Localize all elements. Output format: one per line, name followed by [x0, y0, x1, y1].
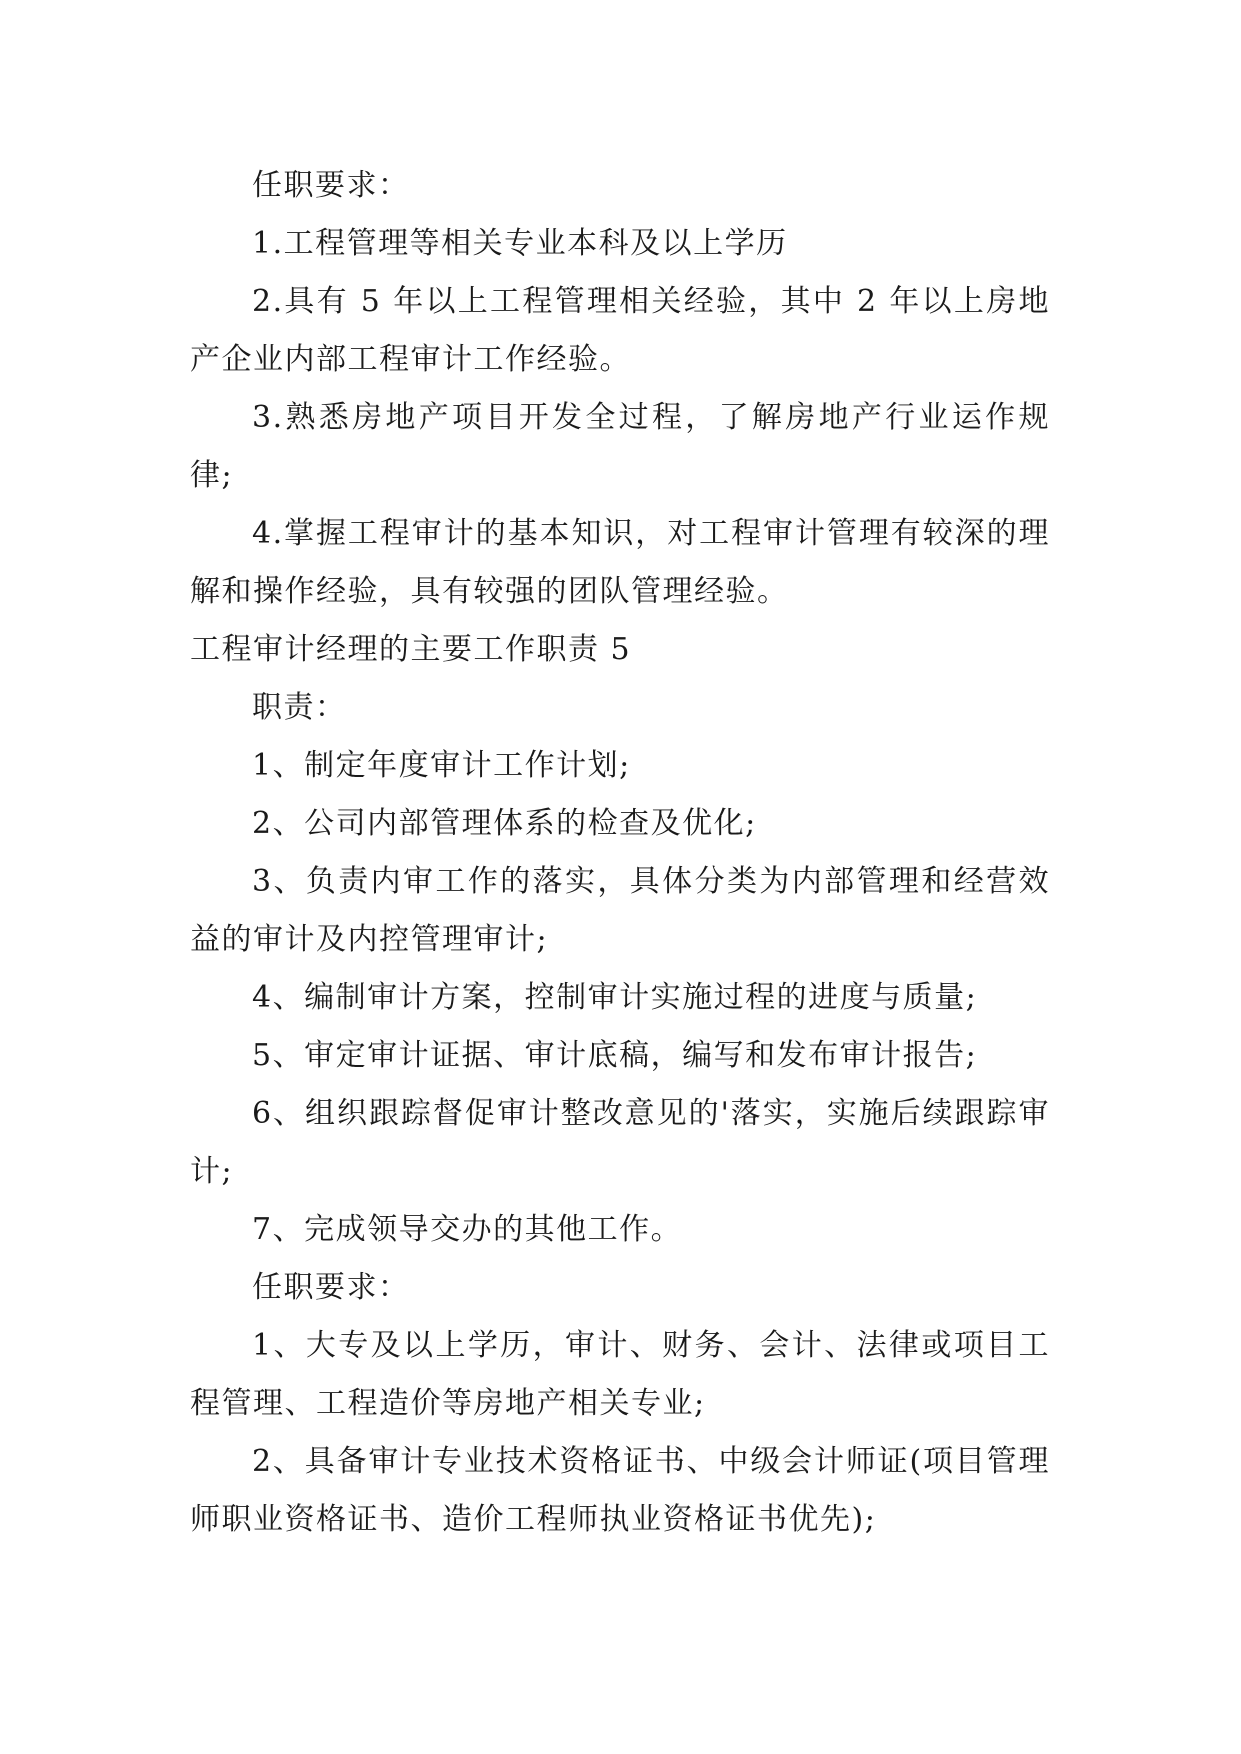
paragraph-duty-6: 6、组织跟踪督促审计整改意见的'落实，实施后续跟踪审计;: [190, 1096, 1050, 1189]
paragraph-qualification-2: 2、具备审计专业技术资格证书、中级会计师证(项目管理师职业资格证书、造价工程师执业资格证书优先);: [190, 1444, 1050, 1537]
document-body: [190, 157, 1050, 1549]
paragraph-duty-4: 4、编制审计方案，控制审计实施过程的进度与质量;: [252, 980, 978, 1015]
paragraph-requirement-3: 3.熟悉房地产项目开发全过程，了解房地产行业运作规律;: [190, 400, 1050, 493]
paragraph-requirement-4: 4.掌握工程审计的基本知识，对工程审计管理有较深的理解和操作经验，具有较强的团队管理经验。: [190, 516, 1050, 609]
paragraph-duties-label: 职责：: [252, 690, 347, 725]
paragraph-duty-7: 7、完成领导交办的其他工作。: [252, 1212, 683, 1247]
paragraph-duty-1: 1、制定年度审计工作计划;: [252, 748, 631, 783]
section-heading: 工程审计经理的主要工作职责 5: [190, 632, 632, 667]
paragraph-requirements-label-2: 任职要求：: [252, 1270, 410, 1305]
paragraph-duty-3: 3、负责内审工作的落实，具体分类为内部管理和经营效益的审计及内控管理审计;: [190, 864, 1050, 957]
paragraph-requirements-label-1: 任职要求：: [252, 168, 410, 203]
paragraph-qualification-1: 1、大专及以上学历，审计、财务、会计、法律或项目工程管理、工程造价等房地产相关专业;: [190, 1328, 1050, 1421]
paragraph-duty-5: 5、审定审计证据、审计底稿，编写和发布审计报告;: [252, 1038, 978, 1073]
paragraph-requirement-2: 2.具有 5 年以上工程管理相关经验，其中 2 年以上房地产企业内部工程审计工作经验。: [190, 284, 1050, 377]
paragraph-requirement-1: 1.工程管理等相关专业本科及以上学历: [252, 226, 788, 261]
paragraph-duty-2: 2、公司内部管理体系的检查及优化;: [252, 806, 757, 841]
